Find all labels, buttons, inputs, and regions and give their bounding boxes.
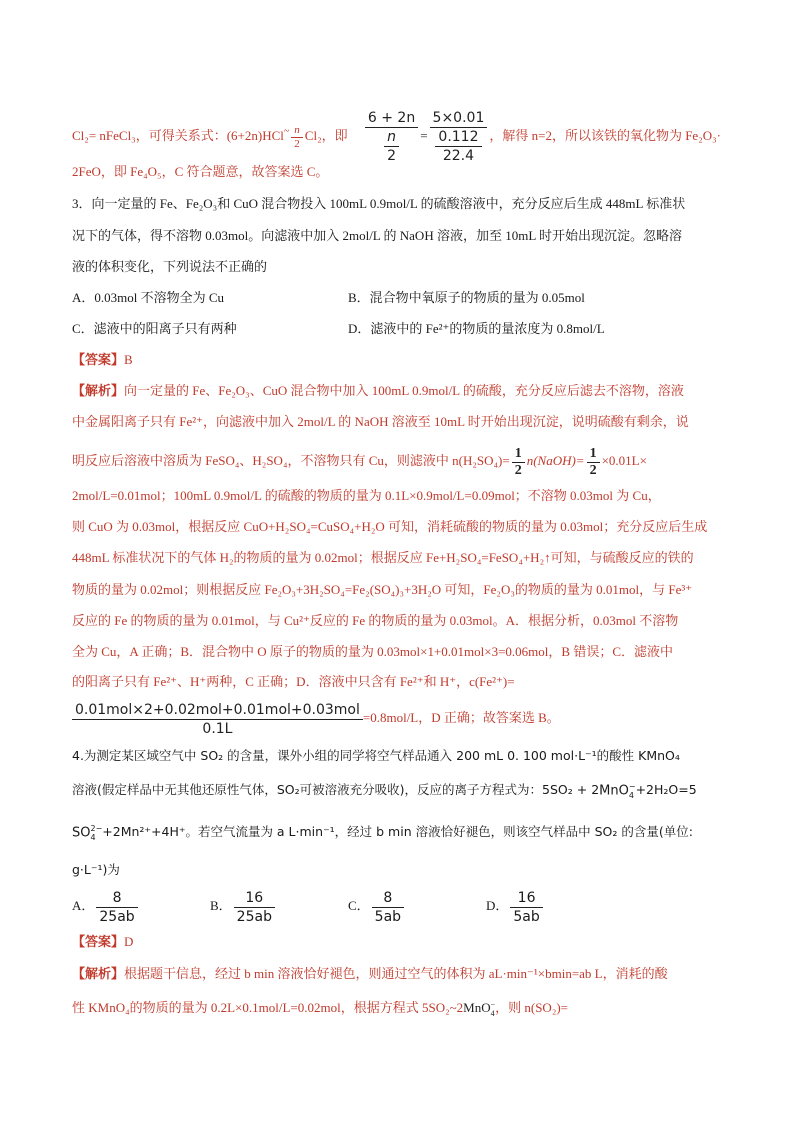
q4-option-c: C． $\frac{8}{5ab}$ (348, 886, 406, 926)
q4-analysis-1: 【解析】根据题干信息，经过 b min 溶液恰好褪色，则通过空气的体积为 aL·min⁻¹×bmin=ab L，消耗的酸 (72, 966, 668, 981)
q3-analysis-1: 【解析】向一定量的 Fe、Fe₂O₃、CuO 混合物中加入 100mL 0.9mol/L 的硫酸，充分反应后滤去不溶物，溶液 (72, 383, 684, 398)
permanganate-ion: MnO − 4 (599, 781, 636, 800)
permanganate-ion-2: MnO − 4 (463, 1000, 496, 1019)
q4-option-a: A． $\frac{8}{25ab}$ (72, 886, 140, 926)
q4-option-d: D． $\frac{16}{5ab}$ (486, 886, 545, 926)
q3-analysis-9: 全为 Cu，A 正确；B．混合物中 O 原子的物质的量为 0.03mol×1+0.01mol×3=0.06mol，B 错误；C．滤液中 (72, 644, 673, 659)
fraction-right: $\frac{5\times 0.01}{\frac{0.112}{22.4}}$ (430, 109, 488, 165)
n-over-2: $\frac{n}{2}$ (291, 124, 303, 151)
q3-option-d: D．滤液中的 Fe²⁺的物质的量浓度为 0.8mol/L (348, 321, 605, 336)
q3-stem-2: 况下的气体，得不溶物 0.03mol。向滤液中加入 2mol/L 的 NaOH 溶液，加至 10mL 时开始出现沉淀。忽略溶 (72, 228, 683, 243)
q3-analysis-3: 明反应后溶液中溶质为 FeSO₄、H₂SO₄，不溶物只有 Cu，则滤液中 n(H₂SO₄)= $\frac{1}{2}$ n(NaOH)= $\frac{1}{2}$ ×0.01L× (72, 445, 647, 478)
sulfate-ion: SO 2− 4 (72, 823, 103, 842)
q4-stem-2: 溶液(假定样品中无其他还原性气体，SO₂可被溶液充分吸收)，反应的离子方程式为：5SO₂ + 2MnO − 4 +2H₂O=5 (72, 781, 697, 800)
concentration-fraction: $\frac{\text{0.01mol×2+0.02mol+0.01mol+0.03mol}}{0.1L}$ (72, 701, 363, 738)
q3-analysis-6: 448mL 标准状况下的气体 H₂的物质的量为 0.02mol；根据反应 Fe+H₂SO₄=FeSO₄+H₂↑可知，与硫酸反应的铁的 (72, 550, 694, 565)
q3-analysis-5: 则 CuO 为 0.03mol，根据反应 CuO+H₂SO₄=CuSO₄+H₂O 可知，消耗硫酸的物质的量为 0.03mol；充分反应后生成 (72, 519, 708, 534)
q3-analysis-11: $\frac{\text{0.01mol×2+0.02mol+0.01mol+0.03mol}}{0.1L}$ =0.8mol/L，D 正确；故答案选 B。 (72, 698, 734, 738)
q3-analysis-7: 物质的量为 0.02mol；则根据反应 Fe₂O₃+3H₂SO₄=Fe₂(SO₄)₃+3H₂O 可知，Fe₂O₃的物质的量为 0.01mol，与 Fe³⁺ (72, 582, 693, 597)
q3-stem-1: 3．向一定量的 Fe、Fe₂O₃和 CuO 混合物投入 100mL 0.9mol/L 的硫酸溶液中，充分反应后生成 448mL 标准状 (72, 196, 686, 211)
q3-analysis-8: 反应的 Fe 的物质的量为 0.01mol，与 Cu²⁺反应的 Fe 的物质的量为 0.03mol。A．根据分析，0.03mol 不溶物 (72, 613, 679, 628)
equals: = (420, 128, 428, 143)
q3-option-a: A．0.03mol 不溶物全为 Cu (72, 290, 225, 305)
top-text-a: Cl₂= nFeCl₃，可得关系式：(6+2n)HCl (72, 128, 284, 143)
q4-answer: 【答案】D (72, 934, 134, 949)
q3-analysis-10: 的阳离子只有 Fe²⁺、H⁺两种，C 正确；D．溶液中只含有 Fe²⁺和 H⁺，c(Fe²⁺)= (72, 674, 515, 689)
top-text-c: ，解得 n=2，所以该铁的氧化物为 Fe₂O₃· (489, 128, 721, 143)
top-line-2: 2FeO，即 Fe₄O₅，C 符合题意，故答案选 C。 (72, 164, 329, 179)
q4-stem-3: SO 2− 4 +2Mn²⁺+4H⁺。若空气流量为 a L·min⁻¹，经过 b min 溶液恰好褪色，则该空气样品中 SO₂ 的含量(单位: (72, 823, 693, 842)
q3-answer: 【答案】B (72, 352, 133, 367)
q3-stem-3: 液的体积变化，下列说法不正确的 (72, 259, 268, 274)
q3-option-b: B．混合物中氧原子的物质的量为 0.05mol (348, 290, 585, 305)
q3-analysis-2: 中金属阳离子只有 Fe²⁺，向滤液中加入 2mol/L 的 NaOH 溶液至 10mL 时开始出现沉淀，说明硫酸有剩余，说 (72, 414, 689, 429)
q4-option-b: B． $\frac{16}{25ab}$ (210, 886, 277, 926)
tilde: ~ (283, 126, 290, 137)
q3-option-c: C．滤液中的阳离子只有两种 (72, 321, 237, 336)
top-line-1 (72, 104, 734, 165)
q4-stem-4: g·L⁻¹)为 (72, 862, 120, 877)
q4-analysis-2: 性 KMnO₄的物质的量为 0.2L×0.1mol/L=0.02mol，根据方程式 5SO₂~2MnO − 4 ，则 n(SO₂)= (72, 1000, 569, 1019)
top-text-b: Cl₂，即 (304, 128, 348, 143)
fraction-left: $\frac{6 + 2n}{\frac{n}{2}}$ (365, 109, 418, 165)
q3-analysis-4: 2mol/L=0.01mol；100mL 0.9mol/L 的硫酸的物质的量为 0.1L×0.9mol/L=0.09mol；不溶物 0.03mol 为 Cu， (72, 488, 661, 503)
q4-stem-1: 4.为测定某区域空气中 SO₂ 的含量，课外小组的同学将空气样品通入 200 mL 0. 100 mol·L⁻¹的酸性 KMnO₄ (72, 748, 680, 763)
